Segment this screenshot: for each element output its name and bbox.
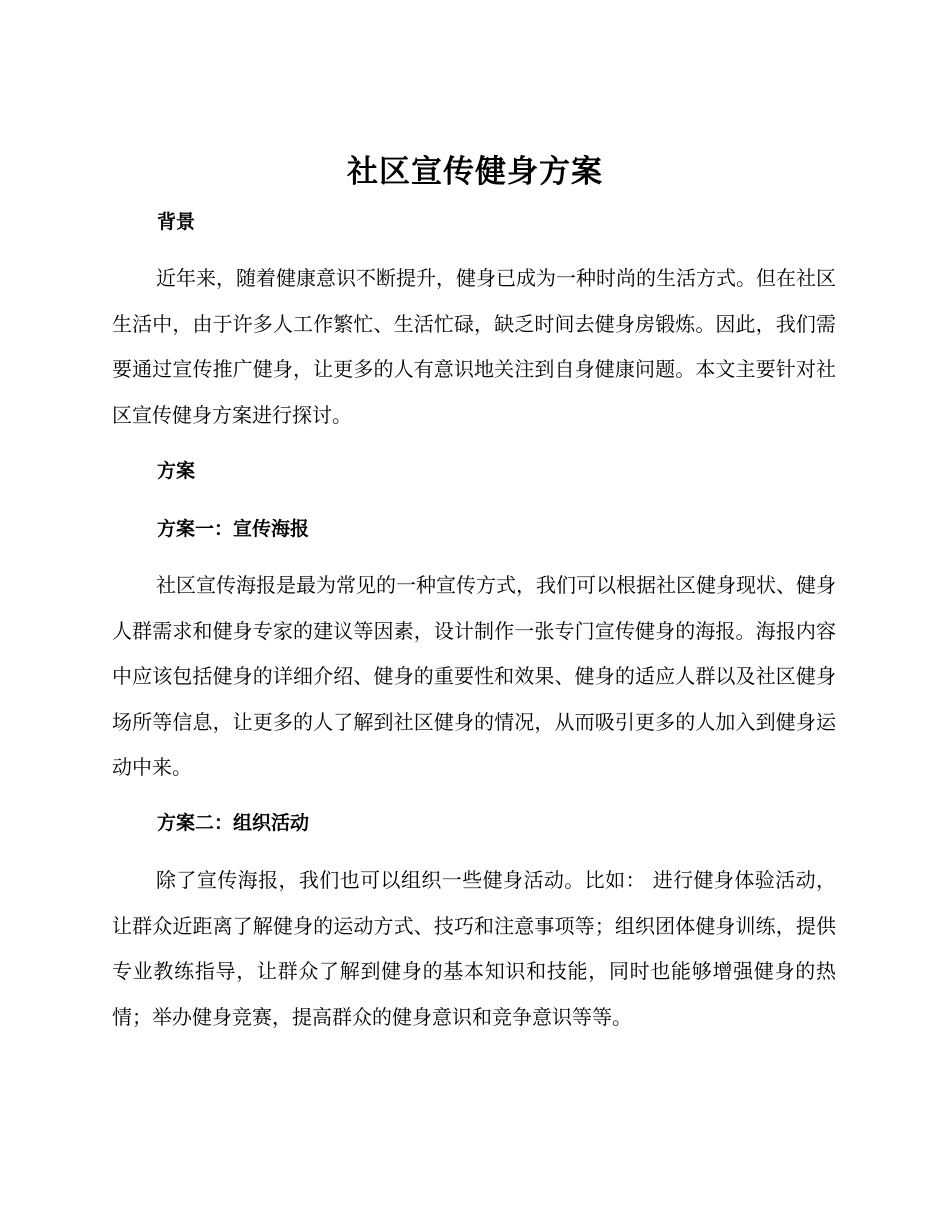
paragraph-background: 近年来，随着健康意识不断提升，健身已成为一种时尚的生活方式。但在社区生活中，由于许多人工作繁忙、生活忙碌，缺乏时间去健身房锻炼。因此，我们需要通过宣传推广健身，让更多的人有意识地关注到自身健康问题。本文主要针对社区宣传健身方案进行探讨。 <box>112 266 836 427</box>
paragraph-plan1: 社区宣传海报是最为常见的一种宣传方式，我们可以根据社区健身现状、健身人群需求和健身专家的建议等因素，设计制作一张专门宣传健身的海报。海报内容中应该包括健身的详细介绍、健身的重要性和效果、健身的适应人群以及社区健身场所等信息，让更多的人了解到社区健身的情况，从而吸引更多的人加入到健身运动中来。 <box>112 573 836 780</box>
paragraph-plan2: 除了宣传海报，我们也可以组织一些健身活动。比如： 进行健身体验活动，让群众近距离了解健身的运动方式、技巧和注意事项等；组织团体健身训练，提供专业教练指导，让群众了解到健身的基本知识和技能，同时也能够增强健身的热情；举办健身竞赛，提高群众的健身意识和竞争意识等等。 <box>112 868 836 1029</box>
section-heading-plan: 方案 <box>157 460 196 482</box>
subsection-heading-plan1: 方案一：宣传海报 <box>157 518 310 540</box>
subsection-heading-plan2: 方案二：组织活动 <box>157 812 310 834</box>
section-heading-background: 背景 <box>157 211 196 233</box>
document-title: 社区宣传健身方案 <box>347 154 603 190</box>
